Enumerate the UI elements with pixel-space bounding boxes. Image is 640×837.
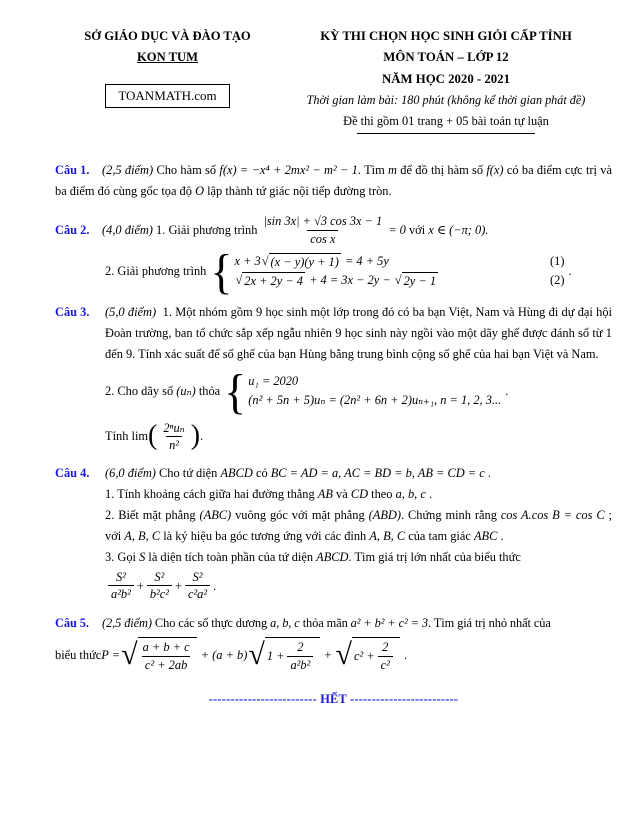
radical-sign: √ — [335, 638, 352, 672]
q3-system — [224, 364, 502, 418]
q2-part1-text: 1. Giải phương trình — [156, 222, 258, 237]
q4-f2-num: S² — [154, 570, 165, 585]
department-name: SỞ GIÁO DỤC VÀ ĐÀO TẠO — [84, 29, 251, 43]
q1-label: Câu 1. — [55, 162, 90, 177]
q2-fraction-numerator: |sin 3x| + √3 cos 3x − 1 — [263, 214, 383, 229]
q4-f1-num: S² — [115, 570, 126, 585]
q3-limit-fraction — [160, 420, 187, 453]
question-3 — [55, 302, 612, 453]
q3-part2 — [105, 364, 612, 418]
q3-part3-period: . — [200, 429, 204, 444]
q2-fraction — [260, 213, 385, 246]
q1-body: Cho hàm số f(x) = −x⁴ + 2mx² − m² − 1. Tìm m để đồ thị hàm số f(x) có ba điểm cực trị và ba điểm đó cùng gốc tọa độ O lập thành tứ giác nội tiếp đường tròn. — [55, 162, 612, 198]
header-left — [55, 26, 280, 134]
q3-part1: 1. Một nhóm gồm 9 học sinh một lớp trong đó có ba bạn Việt, Nam và Hùng đi dự đại hội Đoàn trường, ban tổ chức sắp xếp ngẫu nhiên 9 học sinh này ngồi vào một dãy ghế được đánh số từ 1 đến 9. Tính xác suất để số ghế của bạn Hùng bằng trung bình cộng số ghế của hai bạn Việt và Nam. — [105, 305, 612, 361]
q2-eq1-left: x + 3 — [234, 254, 261, 269]
q3-limit-text: Tính lim — [105, 429, 149, 444]
q2-eq1-radicand: (x − y)(y + 1) — [270, 254, 339, 269]
left-paren: ( — [148, 420, 158, 452]
q5-term2-sqrt — [248, 637, 320, 672]
q3-seq-recurrence: (n² + 5n + 5)uₙ = (2n² + 6n + 2)uₙ₊₁, n = 1, 2, 3... — [248, 393, 502, 408]
q5-expression — [55, 637, 612, 672]
q5-t2-den: a²b² — [287, 656, 313, 673]
q5-t1-den: c² + 2ab — [142, 656, 190, 673]
q2-eq2-sqrt2 — [395, 272, 438, 290]
exam-subject: MÔN TOÁN – LỚP 12 — [383, 50, 509, 65]
q2-eq2-number: (2) — [550, 273, 565, 288]
left-brace: { — [224, 364, 247, 418]
plus-sign: + — [174, 578, 182, 593]
toanmath-box: TOANMATH.com — [105, 84, 229, 108]
q2-fraction-denominator: cos x — [307, 230, 338, 247]
plus-sign: + — [136, 578, 144, 593]
q3-system-rows — [248, 372, 501, 410]
q2-system — [210, 244, 565, 298]
q4-item3: 3. Gọi S là diện tích toàn phần của tứ diện ABCD. Tìm giá trị lớn nhất của biểu thức — [105, 549, 521, 564]
q2-equation-2 — [234, 271, 564, 290]
q4-expression — [105, 569, 612, 602]
q5-term2-fraction — [287, 639, 313, 672]
question-5 — [55, 613, 612, 673]
q4-f1-den: a²b² — [108, 585, 134, 602]
q3-limit-denominator: n² — [166, 436, 182, 453]
q4-f2-den: b²c² — [147, 585, 172, 602]
question-4 — [55, 463, 612, 602]
q2-system-rows — [234, 252, 564, 290]
q2-eq1-sqrt — [262, 253, 341, 271]
q4-expression-period: . — [213, 578, 217, 593]
q2-part2-text: 2. Giải phương trình — [105, 263, 207, 278]
q3-part2-period: . — [505, 383, 509, 398]
q3-points: (5,0 điểm) — [105, 305, 157, 320]
q2-eq1-right: = 4 + 5y — [341, 254, 389, 269]
q2-eq2-radicand2: 2y − 1 — [403, 274, 437, 289]
q1-points: (2,5 điểm) — [102, 162, 154, 177]
q2-eq1-number: (1) — [550, 254, 565, 269]
q5-t2-num: 2 — [297, 640, 304, 655]
header-right — [280, 26, 612, 134]
radical-sign: √ — [394, 273, 402, 288]
q4-item2: 2. Biết mặt phẳng (ABC) vuông góc với mặt phẳng (ABD). Chứng minh rằng cos A.cos B = cos C ; với A, B, C là ký hiệu ba góc tương ứng với các đỉnh A, B, C của tam giác ABC . — [105, 507, 612, 543]
questions — [55, 160, 612, 710]
q2-part1-suffix: = 0 với x ∈ (−π; 0). — [388, 222, 489, 237]
header — [55, 26, 612, 134]
q5-line1-text: Cho các số thực dương a, b, c thỏa mãn a² + b² + c² = 3. Tìm giá trị nhỏ nhất của — [151, 615, 551, 630]
q5-points: (2,5 điểm) — [102, 615, 152, 630]
exam-year: NĂM HỌC 2020 - 2021 — [382, 71, 510, 86]
q2-part2 — [105, 244, 612, 298]
q5-t1-num: a + b + c — [142, 640, 190, 655]
q5-term1-radicand — [138, 637, 197, 672]
q2-part2-period: . — [568, 263, 572, 278]
q4-points: (6,0 điểm) — [105, 466, 156, 481]
q4-fraction-1 — [108, 569, 134, 602]
province-name: KON TUM — [137, 50, 198, 65]
q3-limit-numerator: 2ⁿuₙ — [163, 420, 185, 435]
q2-eq2-middle: + 4 = 3x − 2y − — [305, 273, 394, 288]
radical-sign: √ — [235, 273, 243, 288]
radical-sign: √ — [261, 253, 269, 268]
q4-label: Câu 4. — [55, 466, 90, 481]
q5-term1-fraction — [140, 639, 193, 672]
q4-f3-num: S² — [192, 570, 203, 585]
q2-points: (4,0 điểm) — [102, 222, 153, 237]
end-marker: ------------------------- HẾT ------------------------- — [208, 691, 459, 706]
q5-label: Câu 5. — [55, 615, 89, 630]
q4-fraction-3 — [185, 569, 210, 602]
radical-sign: √ — [121, 638, 138, 672]
radical-sign: √ — [248, 638, 265, 672]
left-brace: { — [210, 244, 233, 298]
q5-line1 — [55, 613, 612, 634]
q4-item1: 1. Tính khoảng cách giữa hai đường thẳng AB và CD theo a, b, c . — [105, 487, 433, 502]
question-1 — [55, 160, 612, 202]
q5-expr-label: biểu thức — [55, 647, 102, 662]
q5-t3-num: 2 — [382, 640, 389, 655]
q2-eq2-radicand1: 2x + 2y − 4 — [244, 274, 303, 289]
exam-title: KỲ THI CHỌN HỌC SINH GIỎI CẤP TỈNH — [320, 29, 572, 43]
q4-f3-den: c²a² — [185, 585, 210, 602]
q5-expression-period: . — [400, 647, 408, 662]
q5-term3-sqrt — [336, 637, 400, 672]
q2-part1 — [55, 213, 612, 246]
q4-intro: Cho tứ diện ABCD có BC = AD = a, AC = BD = b, AB = CD = c . — [155, 466, 491, 481]
q5-t3-inner: c² + — [353, 648, 375, 663]
q5-t3-den: c² — [378, 656, 393, 673]
q3-label: Câu 3. — [55, 305, 90, 320]
q2-eq2-sqrt1 — [235, 272, 305, 290]
q5-term2-coefficient: + (a + b) — [197, 647, 248, 662]
exam-pages-note: Đề thi gồm 01 trang + 05 bài toán tự luận — [343, 113, 549, 128]
plus-sign: + — [321, 647, 335, 662]
q3-part3 — [105, 420, 612, 453]
q5-term2-radicand — [265, 637, 320, 672]
q4-fraction-2 — [147, 569, 172, 602]
q5-term3-radicand — [352, 637, 400, 672]
q2-label: Câu 2. — [55, 222, 90, 237]
q2-equation-1 — [234, 252, 564, 271]
q5-term1-sqrt — [121, 637, 196, 672]
exam-duration: Thời gian làm bài: 180 phút (không kể thời gian phát đề) — [306, 93, 586, 108]
q5-p-equals: P = — [101, 647, 121, 662]
header-rule — [357, 133, 535, 134]
q5-t2-inner: 1 + — [266, 648, 285, 663]
q3-seq-initial: u₁ = 2020 — [248, 374, 299, 389]
q3-part2-prefix: 2. Cho dãy số (uₙ) thỏa — [105, 383, 221, 398]
right-paren: ) — [190, 420, 201, 452]
q5-term3-fraction — [378, 639, 393, 672]
question-2 — [55, 213, 612, 298]
